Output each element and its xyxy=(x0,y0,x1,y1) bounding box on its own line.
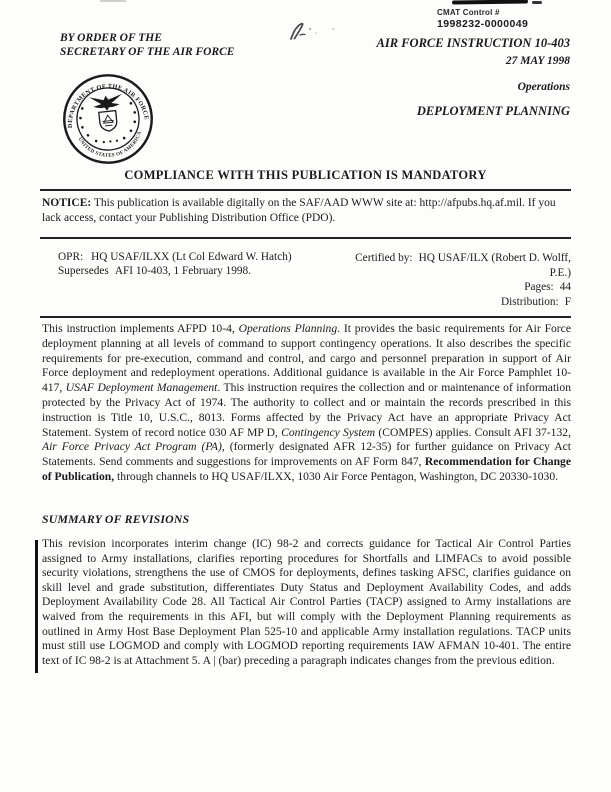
opr-column xyxy=(58,251,300,309)
opr-certification-block xyxy=(58,251,571,309)
instruction-title: AIR FORCE INSTRUCTION 10-403 xyxy=(376,36,570,50)
scan-artifact xyxy=(332,28,335,30)
scan-artifact xyxy=(532,1,542,4)
seal-shield-icon xyxy=(99,111,118,132)
instruction-series: Operations xyxy=(517,81,570,93)
cmat-control-number: 1998232-0000049 xyxy=(437,18,529,30)
distribution-label: Distribution: xyxy=(500,295,559,308)
horizontal-rule xyxy=(40,189,571,191)
cmat-control-label: CMAT Control # xyxy=(437,8,500,17)
seal-stars xyxy=(78,102,139,146)
pages-label: Pages: xyxy=(524,281,554,294)
air-force-seal-icon xyxy=(51,67,164,171)
scan-artifact xyxy=(452,0,528,5)
by-order-line2: SECRETARY OF THE AIR FORCE xyxy=(60,46,235,58)
distribution-value: F xyxy=(564,295,571,308)
by-order-block xyxy=(60,31,234,59)
instruction-subject: DEPLOYMENT PLANNING xyxy=(416,104,570,118)
change-bar xyxy=(35,540,38,673)
compliance-statement: COMPLIANCE WITH THIS PUBLICATION IS MANDATORY xyxy=(124,168,487,182)
notice-label: NOTICE: xyxy=(42,197,92,209)
implementation-paragraph: This instruction implements AFPD 10-4, Operations Planning. It provides the basic requirements for Air Force deployment planning at all levels of command to support contingency operations. It also describes the specific requirements for pre-execution, command and control, and cargo and personnel preparation in support of Air Force deployment and redeployment operations. Additional guidance is available in the Air Force Pamphlet 10-417, USAF Deployment Management. This instruction requires the collection and or maintenance of information protected by the Privacy Act of 1974. The authority to collect and or maintain the records prescribed in this instruction is Title 10, U.S.C., 8013. Forms affected by the Privacy Act have an appropriate Privacy Act Statement. System of record notice 030 AF MP D, Contingency System (COMPES) applies. Consult AFI 37-132, Air Force Privacy Act Program (PA), (formerly designated AFR 12-35) for further guidance on Privacy Act Statements. Send comments and suggestions for improvements on AF Form 847, Recommendation for Change of Publication, through channels to HQ USAF/ILXX, 1030 Air Force Pentagon, Washington, DC 20330-1030. xyxy=(42,322,571,483)
summary-of-revisions-heading: SUMMARY OF REVISIONS xyxy=(42,512,190,526)
certified-by-label: Certified by: xyxy=(355,252,413,264)
opr-line xyxy=(58,251,300,265)
horizontal-rule xyxy=(40,237,571,239)
seal-bottom-text: UNITED STATES OF AMERICA xyxy=(76,130,143,159)
opr-label: OPR: xyxy=(58,251,84,263)
horizontal-rule xyxy=(40,316,571,318)
pages-line xyxy=(351,280,571,295)
handwritten-mark xyxy=(288,20,322,46)
certified-by-value: HQ USAF/ILX (Robert D. Wolff, P.E.) xyxy=(418,252,571,279)
notice-paragraph xyxy=(42,196,571,225)
supersedes-line xyxy=(58,265,300,279)
instruction-date: 27 MAY 1998 xyxy=(505,55,570,67)
by-order-line1: BY ORDER OF THE xyxy=(60,32,162,44)
certification-column xyxy=(351,251,571,309)
seal-eagle-icon xyxy=(89,94,123,112)
pages-value: 44 xyxy=(559,281,571,294)
scan-artifact xyxy=(100,0,126,2)
distribution-line xyxy=(351,295,571,310)
revision-paragraph: This revision incorporates interim change (IC) 98-2 and corrects guidance for Tactical Air Control Parties assigned to Army installations, clarifies reporting procedures for Shortfalls and LIMFACs to avoid possible security violations, strengthens the use of CMOS for deployments, defines tasking AFSC, clarifies guidance on skill level and grade substitution, differentiates Duty Status and Deployment Availability Codes, and adds Deployment Availability Code 28. All Tactical Air Control Parties (TACP) assigned to Army installations are waived from the requirements in this AFI, but will comply with the Deployment Planning requirements as outlined in Army Host Base Deployment Plan 525-10 and applicable Army installation regulations. TACP units must still use LOGMOD and comply with LOGMOD reporting requirements IAW AFMAN 10-401. The entire text of IC 98-2 is at Attachment 5. A | (bar) preceding a paragraph indicates changes from the previous edition. xyxy=(42,537,571,667)
certified-by-line xyxy=(351,251,571,280)
supersedes-value: AFI 10-403, 1 February 1998. xyxy=(114,264,252,277)
notice-text: This publication is available digitally on the SAF/AAD WWW site at: http://afpubs.hq.af.mil. If you lack access, contact your Publishing Distribution Office (PDO). xyxy=(42,197,556,224)
seal-top-text: DEPARTMENT OF THE AIR FORCE xyxy=(66,82,150,129)
supersedes-label: Supersedes xyxy=(58,264,109,277)
instruction-header xyxy=(377,36,570,119)
opr-value: HQ USAF/ILXX (Lt Col Edward W. Hatch) xyxy=(91,251,292,263)
cmat-control-block xyxy=(437,8,528,30)
